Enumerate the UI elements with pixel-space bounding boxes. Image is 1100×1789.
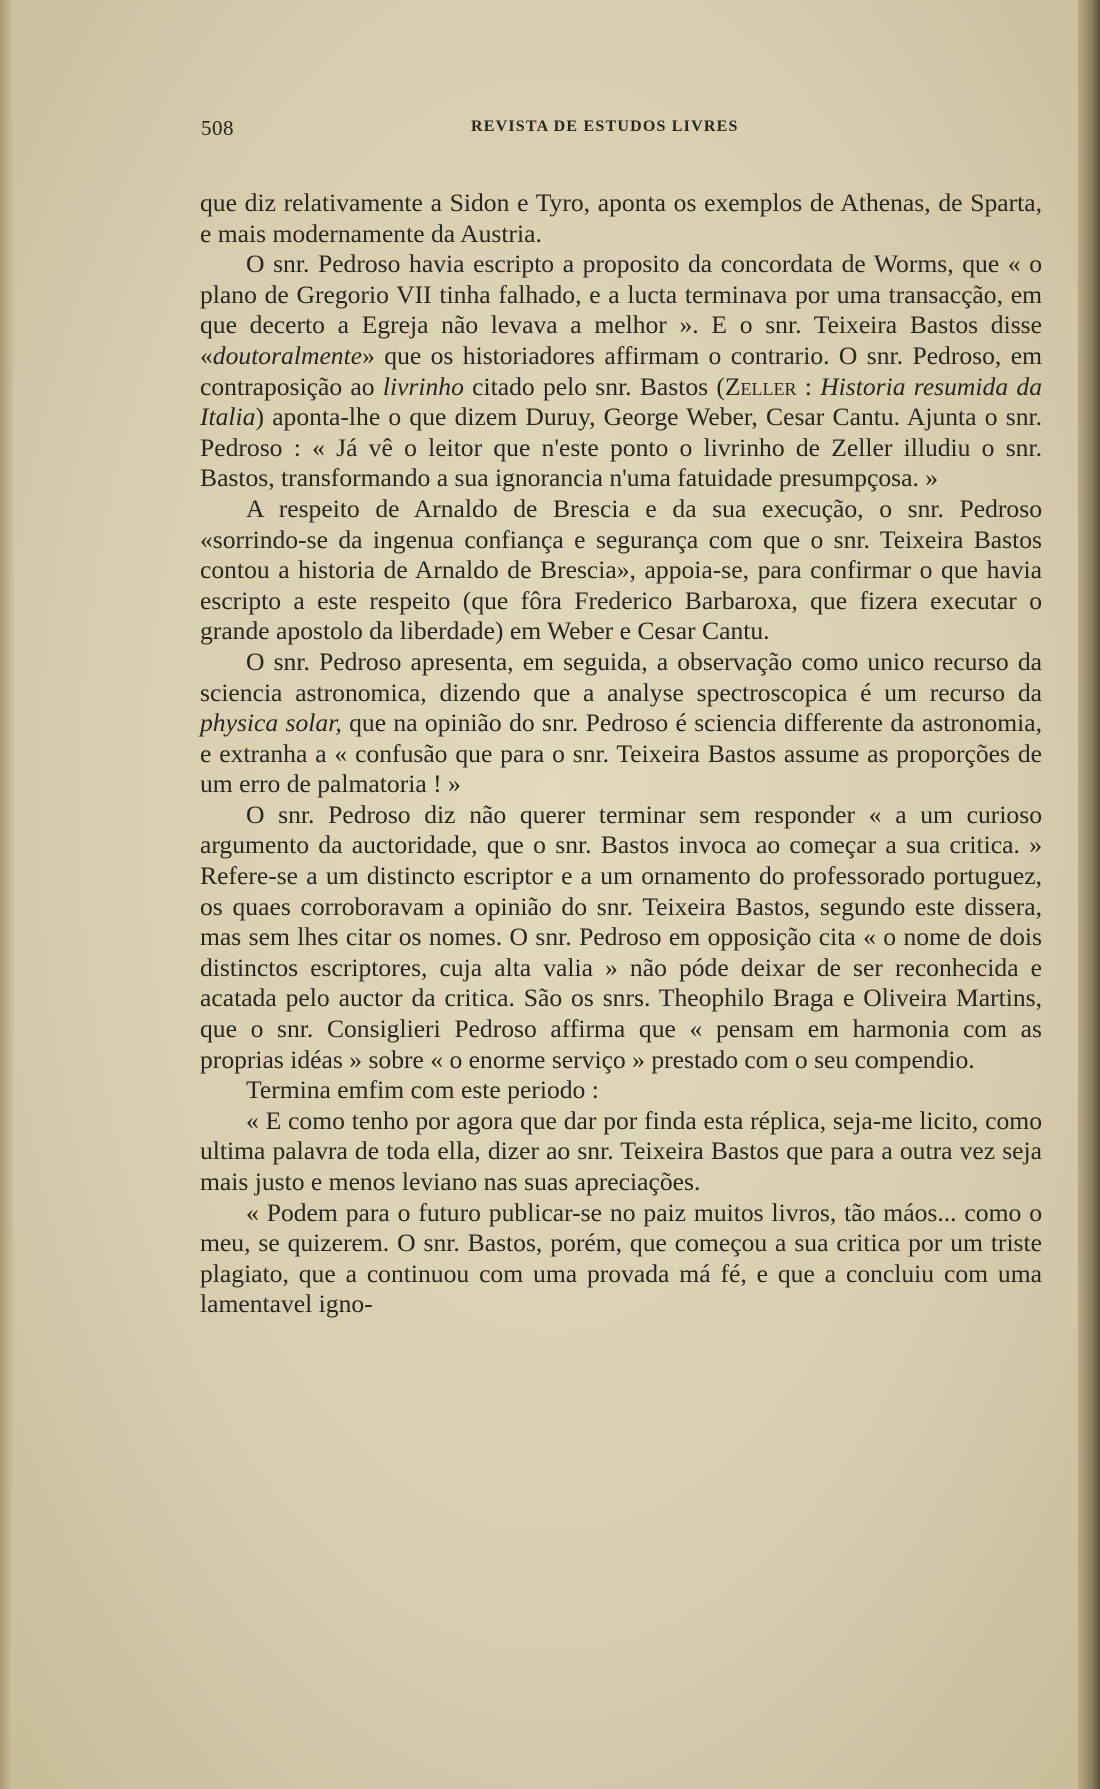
paragraph-5-text: O snr. Pedroso diz não querer terminar sem responder « a um curioso argumento da auctoridade, que o snr. Bastos invoca ao começar a sua critica. » Refere-se a um distincto escriptor e a um ornamento do professorado portuguez, os quaes corroboravam a opinião do snr. Teixeira Bastos, segundo este dissera, mas sem lhes citar os nomes. O snr. Pedroso em opposição cita « o nome de dois distinctos escriptores, cuja alta valia » não póde deixar de ser reconhecida e acatada pelo auctor da critica. São os snrs. Theophilo Braga e Oliveira Martins, que o snr. Consiglieri Pedroso affirma que « pensam em harmonia com as proprias idéas » sobre « o enorme serviço » prestado com o seu compendio. (200, 799, 1042, 1074)
running-head: REVISTA DE ESTUDOS LIVRES (471, 118, 739, 135)
paragraph-2-italic-doutoralmente: doutoralmente (212, 340, 363, 370)
paragraph-3 (200, 494, 1042, 647)
paragraph-7 (200, 1106, 1042, 1198)
paragraph-3-text: A respeito de Arnaldo de Brescia e da sua execução, o snr. Pedroso «sorrindo-se da ingenua confiança e segurança com que o snr. Teixeira Bastos contou a historia de Arnaldo de Brescia», appoia-se, para confirmar o que havia escripto a este respeito (que fôra Frederico Barbaroxa, que fizera executar o grande apostolo da liberdade) em Weber e Cesar Cantu. (200, 493, 1042, 646)
page-number: 508 (201, 116, 234, 140)
paragraph-8-text: « Podem para o futuro publicar-se no paiz muitos livros, tão máos... como o meu, se quizerem. O snr. Bastos, porém, que começou a sua critica por um triste plagiato, que a continuou com uma provada má fé, e que a concluiu com uma lamentavel igno- (200, 1197, 1042, 1319)
paragraph-4-text-a: O snr. Pedroso apresenta, em seguida, a observação como unico recurso da sciencia astronomica, dizendo que a analyse spectroscopica é um recurso da (200, 646, 1042, 707)
paragraph-2-smallcaps-zeller: Zeller (724, 371, 797, 401)
paragraph-1-text: que diz relativamente a Sidon e Tyro, aponta os exemplos de Athenas, de Sparta, e mais modernamente da Austria. (200, 188, 1042, 248)
paragraph-2-text-a: O snr. Pedroso havia escripto a proposito da concordata de Worms, que « o plano de Gregorio VII tinha falhado, e a lucta terminava por uma transacção, em que decerto a Egreja não levava a melhor ». E o snr. Teixeira Bastos disse « (200, 249, 1042, 370)
paragraph-6-text: Termina emfim com este periodo : (246, 1075, 599, 1105)
paragraph-2-text-d: : (796, 371, 821, 401)
body-text (200, 188, 1042, 1320)
page-gutter-shadow (1078, 0, 1100, 1789)
paragraph-2-text-e: ) aponta-lhe o que dizem Duruy, George Weber, Cesar Cantu. Ajunta o snr. Pedroso : « Já vê o leitor que n'este ponto o livrinho de Zeller illudiu o snr. Bastos, transformando a sua ignorancia n'uma fatuidade presumpçosa. » (200, 402, 1042, 493)
page-left-edge (0, 0, 14, 1789)
paragraph-6 (200, 1075, 1042, 1106)
paragraph-2-text-b: » que os historiadores affirmam o contrario. O snr. Pedroso, em contraposição ao (200, 340, 1042, 401)
paragraph-2-italic-book-title: Historia resumida da Italia (200, 371, 1042, 432)
paragraph-2-text-c: citado pelo snr. Bastos ( (463, 371, 725, 401)
paragraph-2-italic-livrinho: livrinho (382, 371, 464, 401)
paragraph-2 (200, 249, 1042, 494)
paragraph-1 (200, 188, 1042, 249)
paragraph-4 (200, 647, 1042, 800)
paragraph-8 (200, 1198, 1042, 1320)
paragraph-4-text-b: que na opinião do snr. Pedroso é sciencia differente da astronomia, e extranha a « confusão que para o snr. Teixeira Bastos assume as proporções de um erro de palmatoria ! » (200, 708, 1042, 799)
paragraph-5 (200, 800, 1042, 1075)
page-header (201, 116, 771, 146)
paragraph-4-italic-physica-solar: physica solar, (200, 708, 342, 738)
paragraph-7-text: « E como tenho por agora que dar por finda esta réplica, seja-me licito, como ultima palavra de toda ella, dizer ao snr. Teixeira Bastos que para a outra vez seja mais justo e menos leviano nas suas apreciações. (200, 1105, 1042, 1196)
